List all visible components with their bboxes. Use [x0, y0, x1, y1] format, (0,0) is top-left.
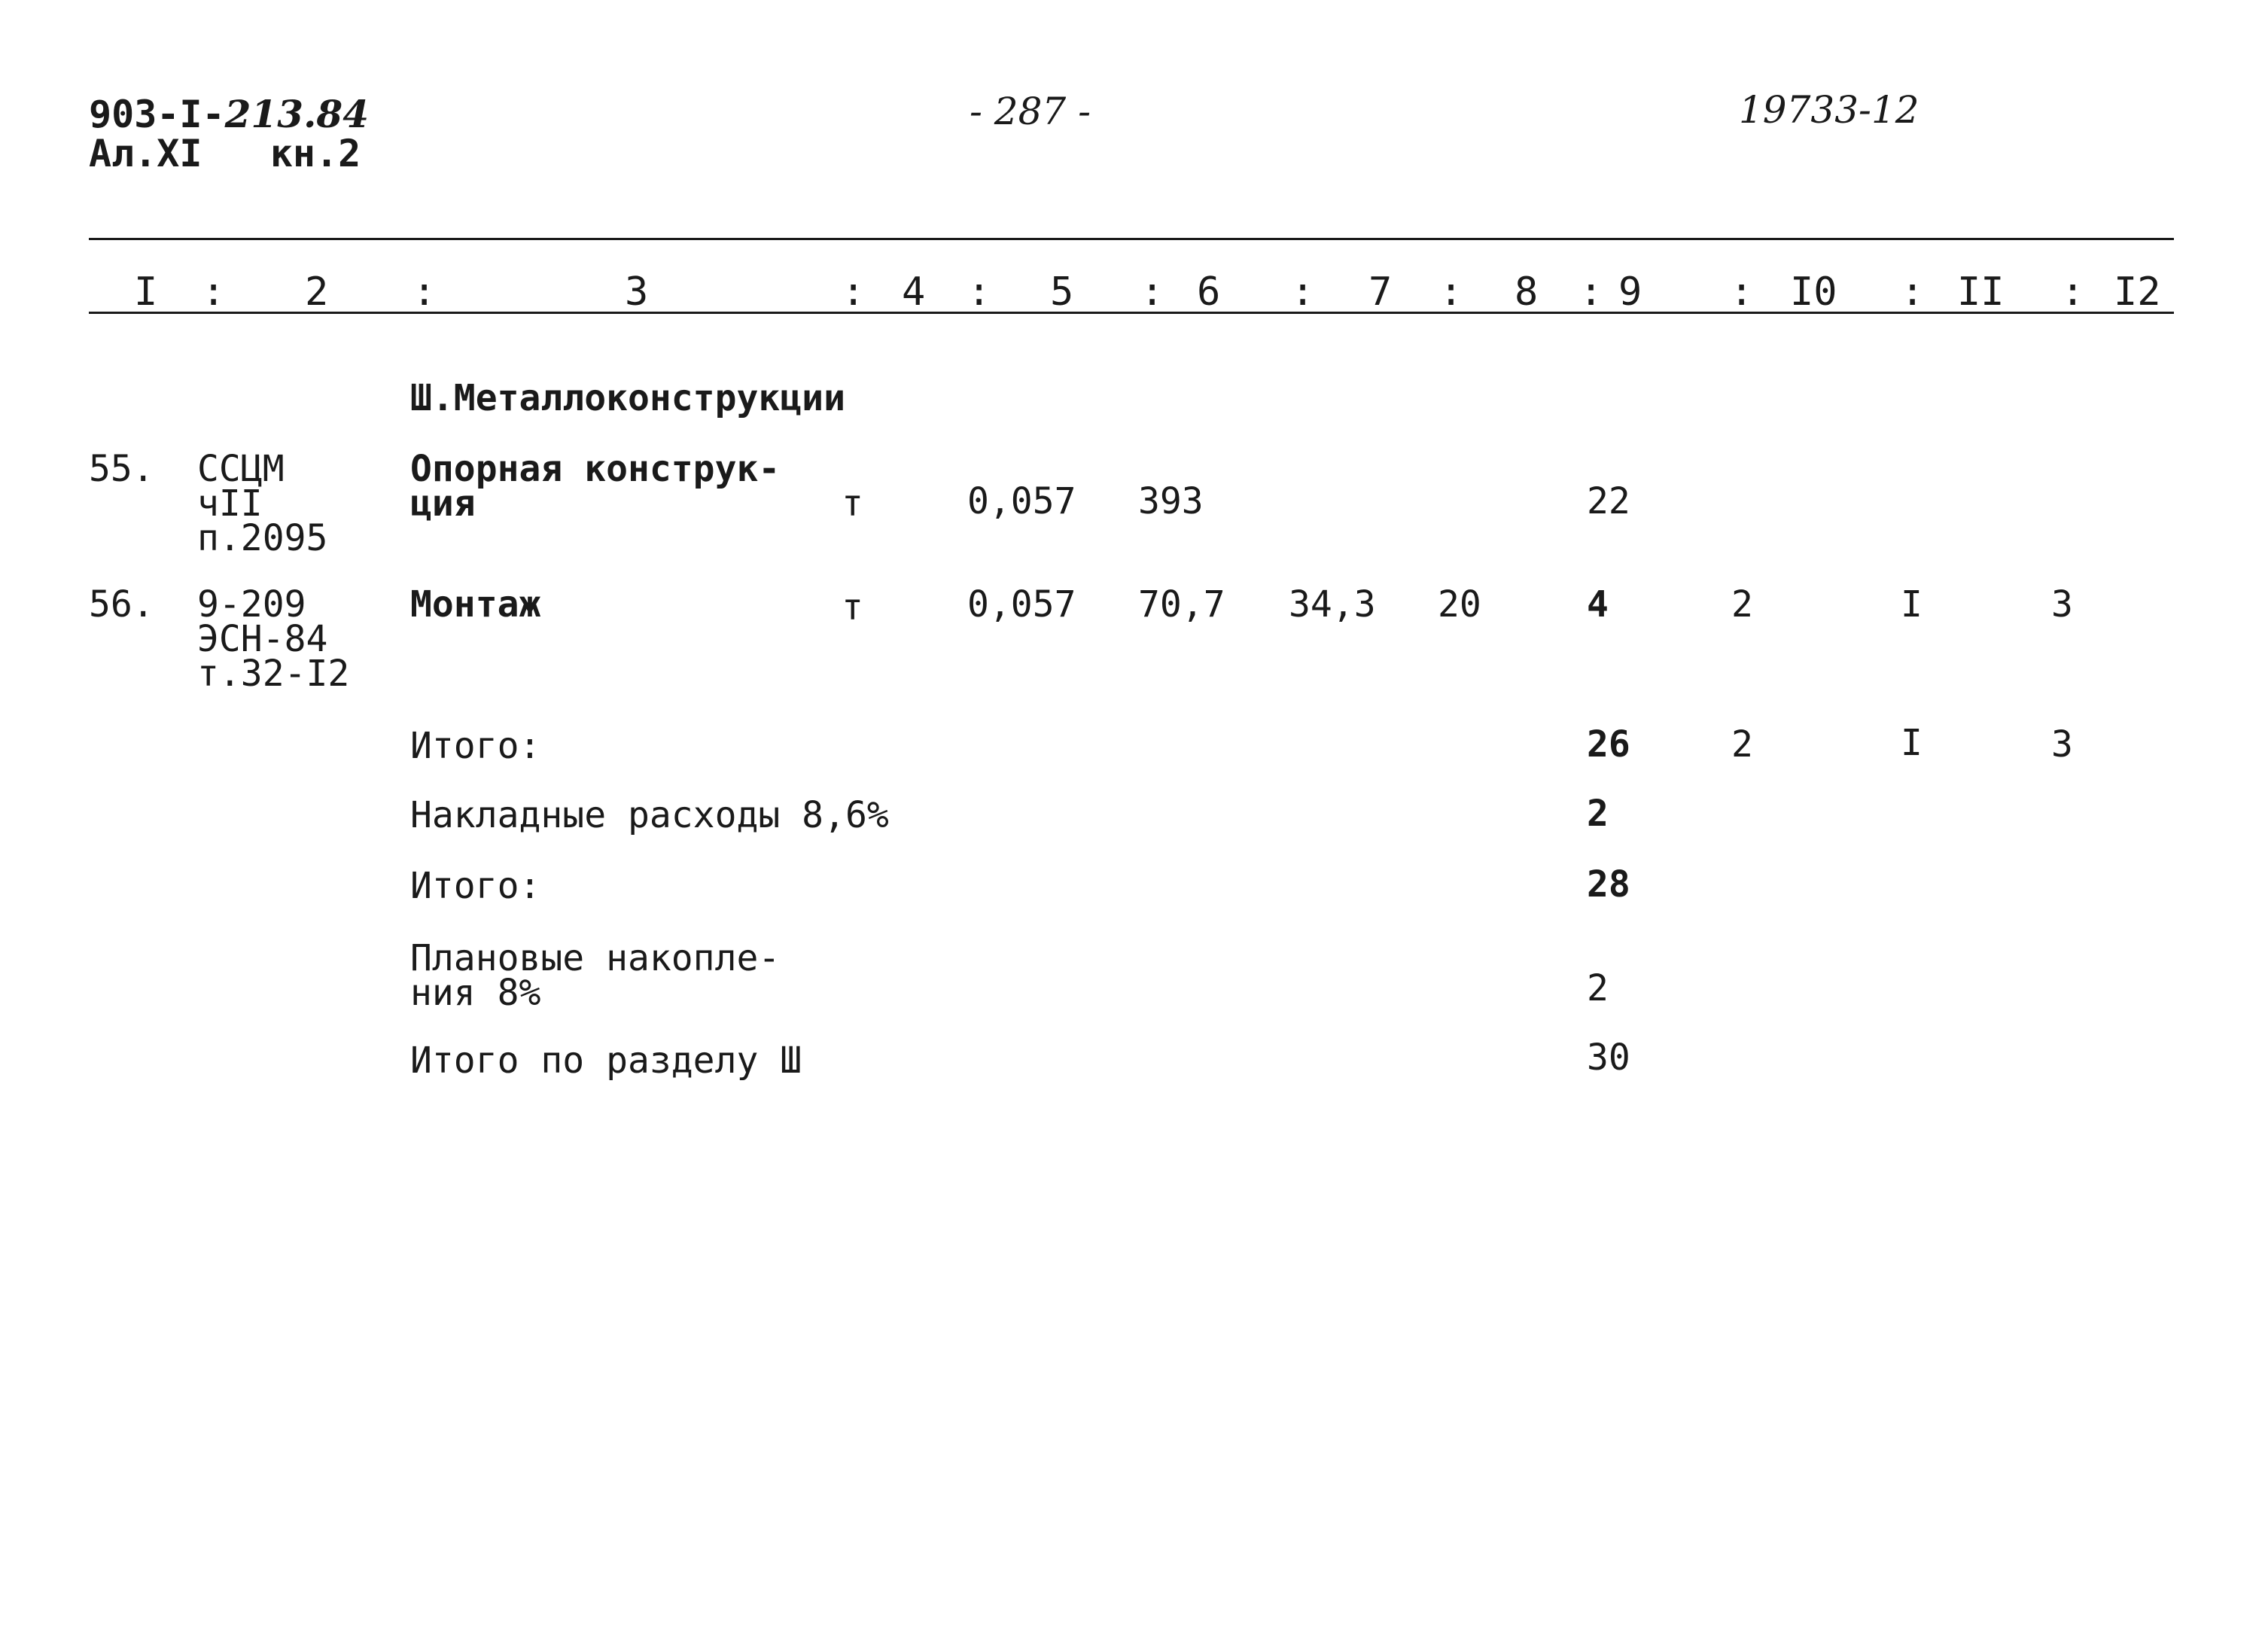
- section-total-label: Итого по разделу Ш: [410, 1040, 802, 1082]
- page-number: - 287 -: [970, 90, 1091, 133]
- quantity: 0,057: [967, 480, 1076, 522]
- work-name: [410, 448, 781, 525]
- planned-savings-label-line: Плановые накопле-: [410, 937, 781, 979]
- col-separator: :: [2061, 269, 2085, 315]
- norm-code-line: ЭСН-84: [197, 618, 328, 660]
- col10-value: 2: [1731, 723, 1753, 766]
- norm-code-line: ССЦМ: [197, 448, 285, 490]
- document-code: [89, 92, 369, 136]
- unit: т: [842, 586, 863, 629]
- col10-value: 2: [1731, 583, 1753, 626]
- totals-label: Итого:: [410, 725, 541, 767]
- col-separator: :: [967, 269, 991, 315]
- total-cost: 26: [1587, 723, 1630, 766]
- norm-code-line: т.32-I2: [197, 653, 350, 695]
- unit-price: 393: [1138, 480, 1204, 522]
- col-header-12: I2: [2114, 269, 2161, 315]
- norm-code: [197, 448, 328, 559]
- col-header-6: 6: [1197, 269, 1221, 315]
- col-header-10: I0: [1790, 269, 1837, 315]
- header-bottom-rule: [89, 312, 2174, 314]
- total-cost: 4: [1587, 583, 1609, 626]
- col-header-11: II: [1957, 269, 2005, 315]
- col-header-1: I: [134, 269, 158, 315]
- document-code-handwritten: 213.84: [224, 92, 369, 136]
- total-cost: 22: [1587, 480, 1630, 522]
- col-separator: :: [1439, 269, 1463, 315]
- col-header-3: 3: [625, 269, 649, 315]
- col-separator: :: [202, 269, 226, 315]
- col-separator: :: [1901, 269, 1925, 315]
- col7-value: 34,3: [1289, 583, 1376, 626]
- work-name-line: Опорная конструк-: [410, 448, 781, 490]
- total-cost: 30: [1587, 1037, 1630, 1079]
- overhead-label: Накладные расходы 8,6%: [410, 794, 889, 836]
- norm-code-line: п.2095: [197, 517, 328, 559]
- norm-code: [197, 583, 350, 695]
- col-separator: :: [1579, 269, 1603, 315]
- planned-savings-label: [410, 937, 781, 1014]
- total-cost: 2: [1587, 967, 1609, 1009]
- quantity: 0,057: [967, 583, 1076, 626]
- work-name-line: ция: [410, 483, 476, 525]
- col8-value: 20: [1438, 583, 1481, 626]
- unit-price: 70,7: [1138, 583, 1225, 626]
- norm-code-line: чII: [197, 483, 263, 525]
- col-separator: :: [1730, 269, 1754, 315]
- unit: т: [842, 483, 863, 525]
- col-separator: :: [1291, 269, 1315, 315]
- row-number: 55.: [89, 448, 154, 490]
- row-number: 56.: [89, 583, 154, 626]
- work-name-line: Монтаж: [410, 583, 541, 626]
- work-name: [410, 583, 541, 626]
- section-title: Ш.Металлоконструкции: [410, 377, 845, 419]
- archive-number: 19733-12: [1739, 88, 1919, 132]
- col-separator: :: [413, 269, 437, 315]
- album-book-label: Ал.XI кн.2: [89, 132, 361, 175]
- col-header-5: 5: [1050, 269, 1074, 315]
- col12-value: 3: [2051, 583, 2073, 626]
- col-separator: :: [1140, 269, 1164, 315]
- total-cost: 28: [1587, 863, 1630, 906]
- document-code-prefix: 903-I-: [89, 93, 225, 136]
- col-header-2: 2: [305, 269, 329, 315]
- col-header-8: 8: [1515, 269, 1539, 315]
- top-rule: [89, 238, 2174, 240]
- col-header-4: 4: [902, 269, 926, 315]
- col11-value: I: [1901, 722, 1922, 764]
- totals-label: Итого:: [410, 865, 541, 907]
- total-cost: 2: [1587, 793, 1609, 835]
- norm-code-line: 9-209: [197, 583, 306, 626]
- col11-value: I: [1901, 583, 1922, 626]
- col12-value: 3: [2051, 723, 2073, 766]
- planned-savings-label-line: ния 8%: [410, 972, 541, 1014]
- col-separator: :: [842, 269, 866, 315]
- col-header-9: 9: [1618, 269, 1642, 315]
- col-header-7: 7: [1368, 269, 1393, 315]
